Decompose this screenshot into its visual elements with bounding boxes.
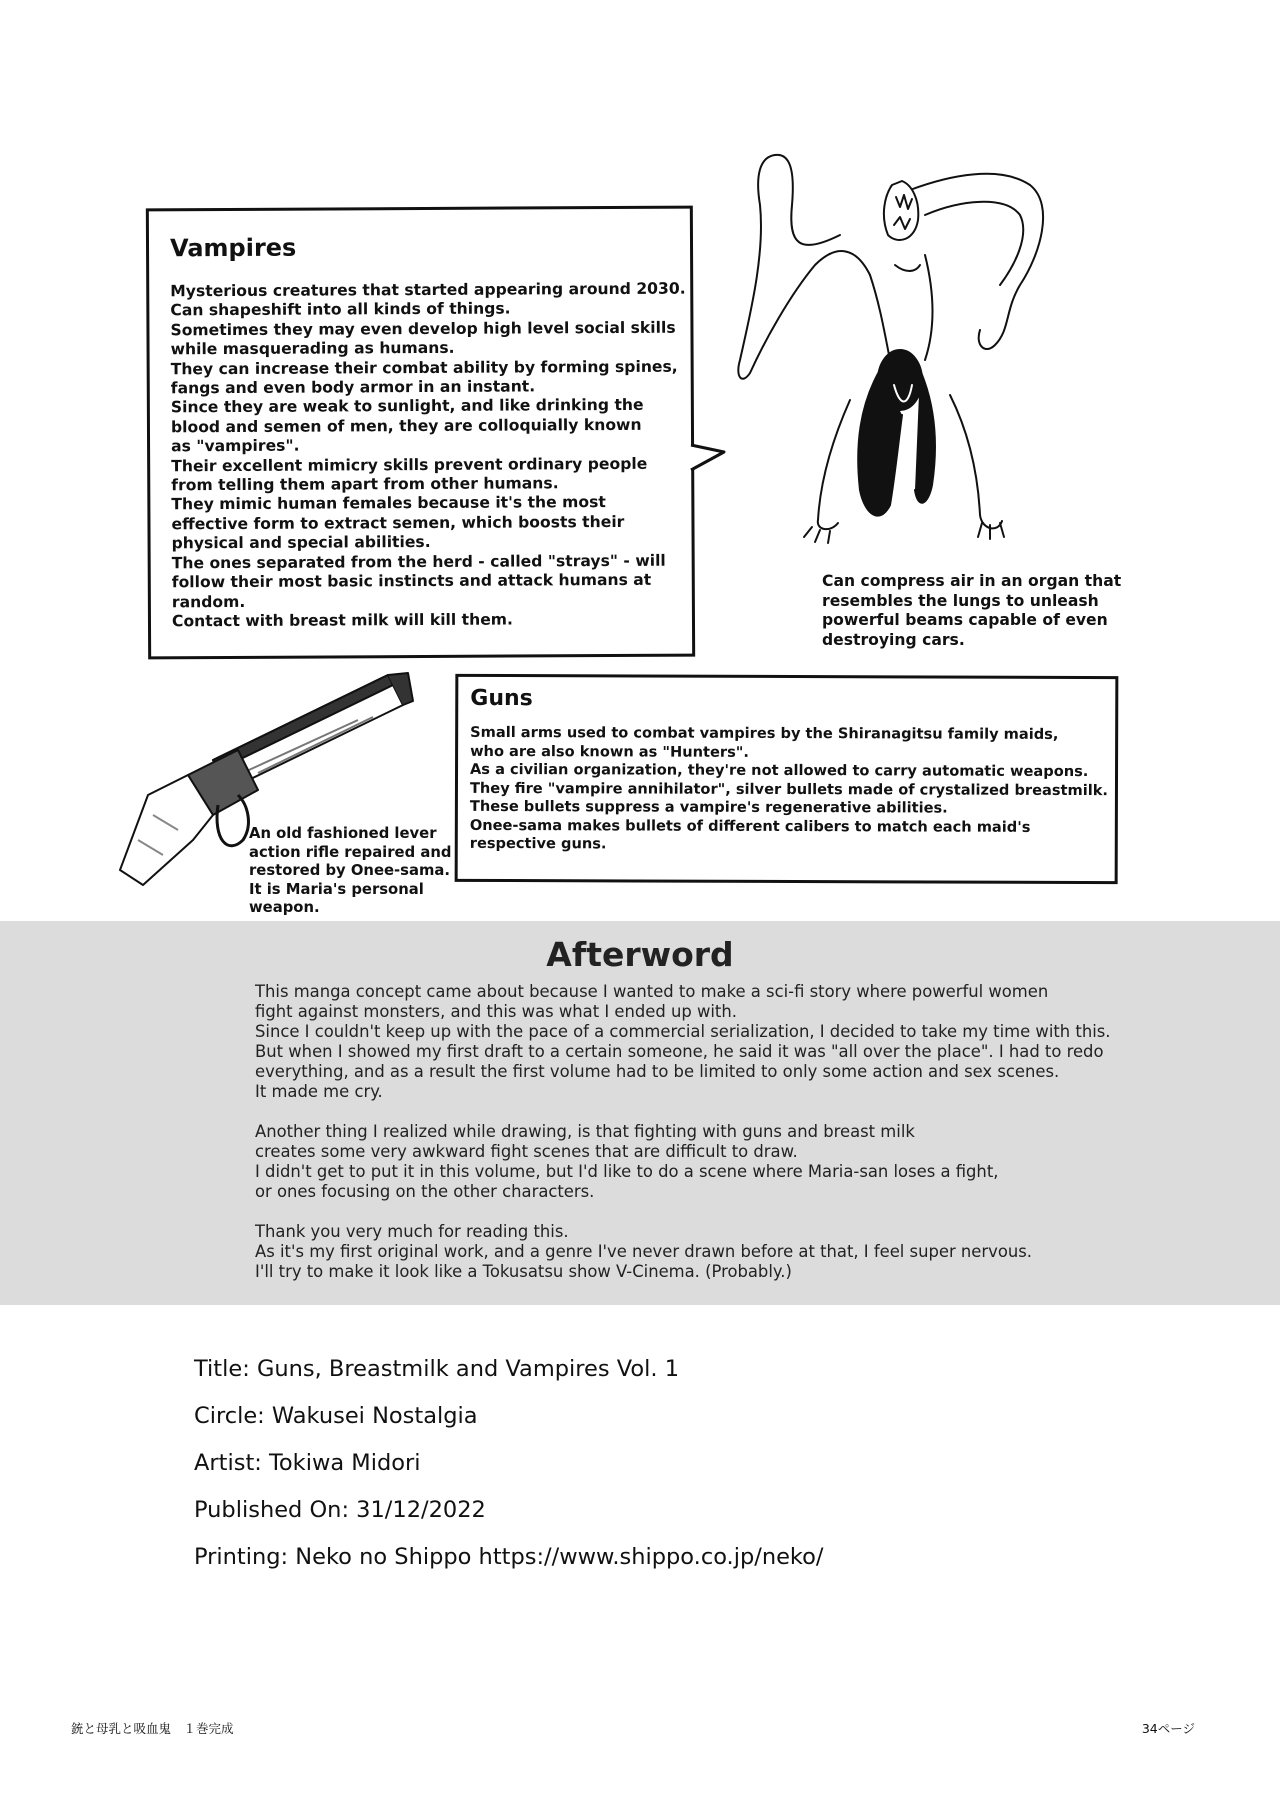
vampires-line: Can shapeshift into all kinds of things. bbox=[170, 299, 511, 320]
guns-line: They fire "vampire annihilator", silver bullets made of crystalized breastmilk. bbox=[469, 779, 1109, 799]
afterword-line: fight against monsters, and this was what I ended up with. bbox=[255, 1002, 737, 1021]
afterword-title: Afterword bbox=[546, 935, 734, 974]
vampires-line: while masquerading as humans. bbox=[170, 339, 455, 359]
colophon-published: Published On: 31/12/2022 bbox=[194, 1497, 486, 1523]
afterword-line: Since I couldn't keep up with the pace of a commercial serialization, I decided to take my time with this. bbox=[255, 1022, 1111, 1041]
afterword-line: This manga concept came about because I wanted to make a sci-fi story where powerful women bbox=[255, 982, 1049, 1001]
colophon-title: Title: Guns, Breastmilk and Vampires Vol. 1 bbox=[194, 1356, 680, 1382]
afterword-line bbox=[255, 1202, 1111, 1222]
afterword-line bbox=[255, 1102, 1111, 1122]
afterword-line: or ones focusing on the other characters. bbox=[255, 1182, 595, 1201]
guns-line: who are also known as "Hunters". bbox=[470, 742, 749, 761]
guns-line: Onee-sama makes bullets of different calibers to match each maid's bbox=[469, 816, 1031, 836]
afterword-line: I didn't get to put it in this volume, but I'd like to do a scene where Maria-san loses a fight, bbox=[255, 1162, 999, 1181]
colophon-artist: Artist: Tokiwa Midori bbox=[194, 1450, 421, 1476]
afterword-section bbox=[0, 921, 1280, 1305]
vampires-info-box bbox=[146, 206, 695, 660]
guns-title: Guns bbox=[470, 685, 533, 712]
caption-line: An old fashioned lever bbox=[249, 825, 437, 842]
vampires-line: Their excellent mimicry skills prevent ordinary people bbox=[171, 454, 648, 475]
speech-pointer bbox=[690, 440, 730, 480]
afterword-line: Another thing I realized while drawing, is that fighting with guns and breast milk bbox=[255, 1122, 915, 1141]
vampires-line: Sometimes they may even develop high level social skills bbox=[170, 318, 676, 340]
vampires-line: The ones separated from the herd - called "strays" - will bbox=[171, 551, 666, 572]
footer-page-number: 34ページ bbox=[1141, 1721, 1195, 1736]
vampires-line: random. bbox=[171, 592, 246, 611]
guns-info-box bbox=[455, 674, 1119, 884]
vampires-line: effective form to extract semen, which boosts their bbox=[171, 512, 625, 534]
colophon-circle: Circle: Wakusei Nostalgia bbox=[194, 1403, 478, 1429]
vampires-line: follow their most basic instincts and attack humans at bbox=[171, 570, 652, 592]
vampires-line: as "vampires". bbox=[171, 436, 300, 456]
vampires-text bbox=[170, 279, 686, 632]
vampires-line: They can increase their combat ability by forming spines, bbox=[170, 357, 678, 378]
guns-text bbox=[469, 723, 1109, 856]
colophon-printing: Printing: Neko no Shippo https://www.shippo.co.jp/neko/ bbox=[194, 1544, 824, 1570]
vampires-line: They mimic human females because it's the most bbox=[171, 493, 606, 514]
caption-line: It is Maria's personal bbox=[249, 880, 424, 898]
afterword-line: But when I showed my first draft to a certain someone, he said it was "all over the place". I had to redo bbox=[255, 1042, 1104, 1061]
caption-line: restored by Onee-sama. bbox=[249, 862, 450, 879]
vampires-line: physical and special abilities. bbox=[171, 533, 431, 553]
guns-line: Small arms used to combat vampires by the Shiranagitsu family maids, bbox=[470, 723, 1059, 743]
vampires-line: Contact with breast milk will kill them. bbox=[171, 610, 513, 631]
afterword-line: I'll try to make it look like a Tokusatsu show V-Cinema. (Probably.) bbox=[255, 1262, 792, 1281]
guns-line: respective guns. bbox=[469, 834, 607, 853]
caption-line: action rifle repaired and bbox=[249, 843, 452, 861]
vampires-title: Vampires bbox=[169, 233, 297, 263]
caption-line: weapon. bbox=[249, 899, 320, 916]
vampire-creature-illustration bbox=[720, 145, 1150, 555]
guns-line: As a civilian organization, they're not allowed to carry automatic weapons. bbox=[470, 760, 1089, 781]
vampires-line: Since they are weak to sunlight, and like drinking the bbox=[170, 396, 644, 417]
caption-line: resembles the lungs to unleash bbox=[822, 591, 1099, 610]
caption-line: powerful beams capable of even bbox=[822, 611, 1108, 629]
rifle-caption bbox=[249, 825, 451, 918]
afterword-line: creates some very awkward fight scenes that are difficult to draw. bbox=[255, 1142, 798, 1161]
colophon bbox=[194, 1356, 824, 1591]
vampires-line: fangs and even body armor in an instant. bbox=[170, 377, 536, 398]
afterword-line: As it's my first original work, and a genre I've never drawn before at that, I feel super nervous. bbox=[255, 1242, 1032, 1261]
caption-line: destroying cars. bbox=[822, 630, 965, 649]
vampires-line: Mysterious creatures that started appearing around 2030. bbox=[170, 279, 686, 301]
caption-line: Can compress air in an organ that bbox=[822, 572, 1122, 590]
vampires-line: from telling them apart from other humans. bbox=[171, 474, 559, 495]
afterword-line: It made me cry. bbox=[255, 1082, 383, 1101]
afterword-line: everything, and as a result the first volume had to be limited to only some action and sex scenes. bbox=[255, 1062, 1060, 1081]
guns-line: These bullets suppress a vampire's regenerative abilities. bbox=[469, 797, 948, 817]
afterword-text bbox=[255, 982, 1111, 1282]
vampires-line: blood and semen of men, they are colloquially known bbox=[170, 415, 642, 437]
creature-caption bbox=[822, 572, 1121, 650]
afterword-line: Thank you very much for reading this. bbox=[255, 1222, 569, 1241]
footer-volume-label: 銃と母乳と吸血鬼 １巻完成 bbox=[71, 1721, 234, 1736]
